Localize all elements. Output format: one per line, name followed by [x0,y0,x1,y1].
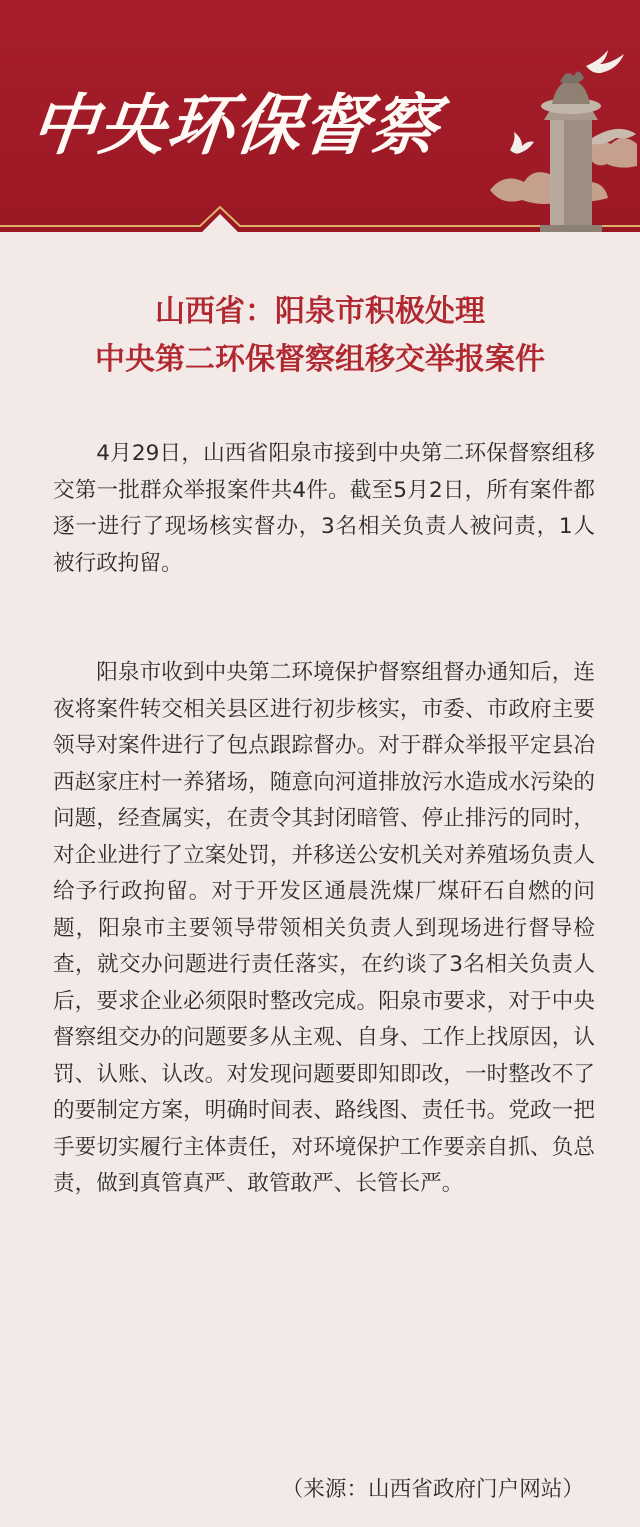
header-banner [0,0,640,232]
paragraph: 4月29日，山西省阳泉市接到中央第二环保督察组移交第一批群众举报案件共4件。截至5月2日，所有案件都逐一进行了现场核实督办，3名相关负责人被问责，1人被行政拘留。 [53,441,595,576]
headline-line-1: 山西省：阳泉市积极处理 [155,294,485,329]
article-body [53,436,595,1203]
article-headline [0,288,640,384]
banner-title: 中央环保督察 [27,86,444,164]
paragraph: 阳泉市收到中央第二环境保护督察组督办通知后，连夜将案件转交相关县区进行初步核实，市委、市政府主要领导对案件进行了包点跟踪督办。对于群众举报平定县冶西赵家庄村一养猪场，随意向河道排放污水造成水污染的问题，经查属实，在责令其封闭暗管、停止排污的同时，对企业进行了立案处罚，并移送公安机关对养殖场负责人给予行政拘留。对于开发区通晨洗煤厂煤矸石自燃的问题，阳泉市主要领导带领相关负责人到现场进行督导检查，就交办问题进行责任落实，在约谈了3名相关负责人后，要求企业必须限时整改完成。阳泉市要求，对于中央督察组交办的问题要多从主观、自身、工作上找原因，认罚、认账、认改。对发现问题要即知即改，一时整改不了的要制定方案，明确时间表、路线图、责任书。党政一把手要切实履行主体责任，对环境保护工作要亲自抓、负总责，做到真管真严、敢管敢严、长管长严。 [53,660,595,1196]
source-attribution: （来源：山西省政府门户网站） [281,1477,584,1502]
headline-line-2: 中央第二环保督察组移交举报案件 [95,342,545,377]
